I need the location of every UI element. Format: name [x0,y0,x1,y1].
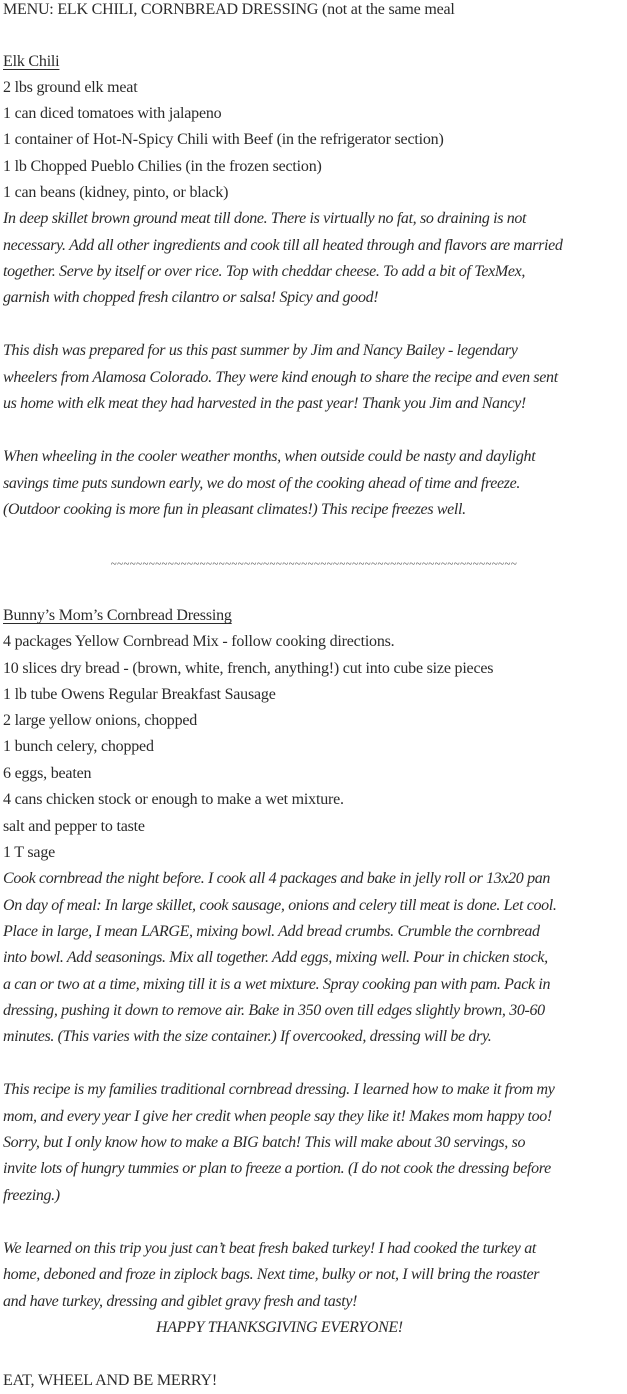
story-line: This recipe is my families traditional cornbread dressing. I learned how to make it from my [3,1081,555,1098]
freezing-note-line: (Outdoor cooking is more fun in pleasant climates!) This recipe freezes well. [3,501,466,518]
direction-line: garnish with chopped fresh cilantro or salsa! Spicy and good! [3,289,379,306]
elk-chili-title: Elk Chili [3,53,60,70]
direction-line: necessary. Add all other ingredients and cook till all heated through and flavors are married [3,237,563,254]
ingredient-line: 6 eggs, beaten [3,765,92,782]
story-line: This dish was prepared for us this past summer by Jim and Nancy Bailey - legendary [3,342,518,359]
turkey-note-line: We learned on this trip you just can’t beat fresh baked turkey! I had cooked the turkey at [3,1240,536,1257]
story-line: freezing.) [3,1187,60,1204]
cornbread-dressing-title: Bunny’s Mom’s Cornbread Dressing [3,607,232,624]
direction-line: In deep skillet brown ground meat till done. There is virtually no fat, so draining is not [3,210,527,227]
story-line: Sorry, but I only know how to make a BIG batch! This will make about 30 servings, so [3,1134,526,1151]
ingredient-line: 4 packages Yellow Cornbread Mix - follow cooking directions. [3,633,395,650]
ingredient-line: 1 can beans (kidney, pinto, or black) [3,184,229,201]
turkey-note-line: and have turkey, dressing and giblet gravy fresh and tasty! [3,1293,358,1310]
story-line: invite lots of hungry tummies or plan to freeze a portion. (I do not cook the dressing before [3,1160,551,1177]
ingredient-line: 1 container of Hot-N-Spicy Chili with Beef (in the refrigerator section) [3,131,444,148]
section-separator: ~~~~~~~~~~~~~~~~~~~~~~~~~~~~~~~~~~~~~~~~~~~~~~~~~~~~~~~~~~~~~~~~ [110,558,518,570]
ingredient-line: 1 lb tube Owens Regular Breakfast Sausage [3,686,276,703]
direction-line: Cook cornbread the night before. I cook all 4 packages and bake in jelly roll or 13x20 pan [3,870,551,887]
ingredient-line: salt and pepper to taste [3,818,145,835]
direction-line: together. Serve by itself or over rice. Top with cheddar cheese. To add a bit of TexMex, [3,263,526,280]
ingredient-line: 1 lb Chopped Pueblo Chilies (in the frozen section) [3,158,322,175]
freezing-note-line: savings time puts sundown early, we do most of the cooking ahead of time and freeze. [3,475,521,492]
thanksgiving-greeting: HAPPY THANKSGIVING EVERYONE! [156,1319,403,1336]
story-line: us home with elk meat they had harvested in the past year! Thank you Jim and Nancy! [3,395,526,412]
direction-line: dressing, pushing it down to remove air. Bake in 350 oven till edges slightly brown, 30-60 [3,1002,545,1019]
ingredient-line: 1 T sage [3,844,56,861]
direction-line: minutes. (This varies with the size container.) If overcooked, dressing will be dry. [3,1028,492,1045]
closing-line: EAT, WHEEL AND BE MERRY! [3,1372,218,1389]
direction-line: into bowl. Add seasonings. Mix all together. Add eggs, mixing well. Pour in chicken stock, [3,949,548,966]
story-line: wheelers from Alamosa Colorado. They were kind enough to share the recipe and even sent [3,369,558,386]
ingredient-line: 2 large yellow onions, chopped [3,712,198,729]
direction-line: On day of meal: In large skillet, cook sausage, onions and celery till meat is done. Let cool. [3,897,557,914]
direction-line: a can or two at a time, mixing till it is a wet mixture. Spray cooking pan with pam. Pack in [3,976,551,993]
ingredient-line: 4 cans chicken stock or enough to make a wet mixture. [3,791,344,808]
direction-line: Place in large, I mean LARGE, mixing bowl. Add bread crumbs. Crumble the cornbread [3,923,540,940]
ingredient-line: 1 can diced tomatoes with jalapeno [3,105,222,122]
ingredient-line: 10 slices dry bread - (brown, white, french, anything!) cut into cube size pieces [3,660,494,677]
turkey-note-line: home, deboned and froze in ziplock bags. Next time, bulky or not, I will bring the roaster [3,1266,540,1283]
story-line: mom, and every year I give her credit when people say they like it! Makes mom happy too! [3,1108,552,1125]
menu-heading: MENU: ELK CHILI, CORNBREAD DRESSING (not at the same meal [3,1,455,18]
freezing-note-line: When wheeling in the cooler weather months, when outside could be nasty and daylight [3,448,536,465]
ingredient-line: 2 lbs ground elk meat [3,79,138,96]
ingredient-line: 1 bunch celery, chopped [3,738,154,755]
